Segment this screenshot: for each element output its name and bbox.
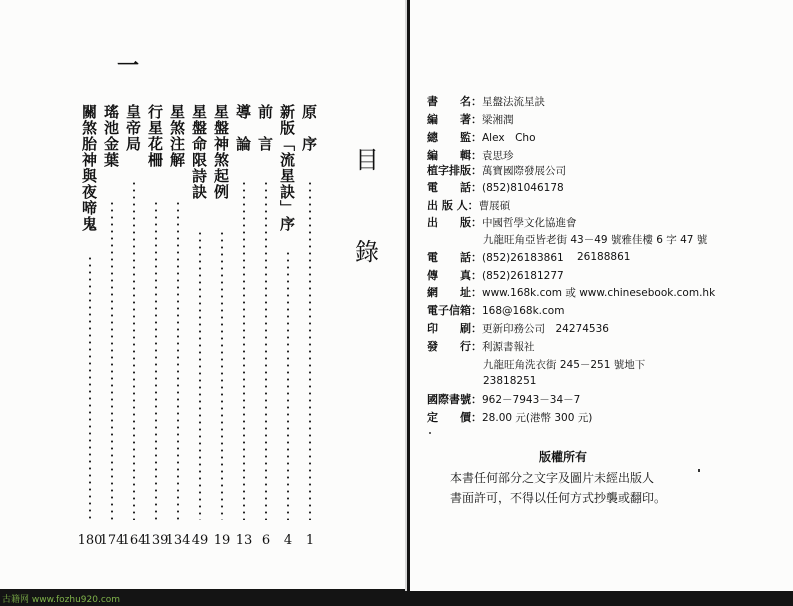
toc-entry bbox=[99, 104, 125, 548]
toc-entry-page: 134 bbox=[165, 533, 191, 548]
colophon-label: 出 版： bbox=[427, 216, 482, 229]
colophon-label: 電子信箱： bbox=[427, 304, 482, 317]
colophon-row bbox=[427, 393, 580, 407]
toc-entry-title: 前 言 bbox=[256, 104, 274, 152]
page-gutter bbox=[405, 0, 407, 591]
colophon-label: 編 著： bbox=[427, 113, 482, 126]
colophon-value: 星盤法流星訣 bbox=[482, 96, 545, 108]
colophon-label: 國際書號： bbox=[427, 393, 482, 406]
colophon-row bbox=[427, 286, 715, 300]
colophon-value: (852)26183861 bbox=[482, 252, 564, 264]
colophon-label: 印 刷： bbox=[427, 322, 482, 335]
toc-entry bbox=[190, 104, 210, 548]
colophon-label: 書 名： bbox=[427, 95, 482, 108]
colophon-row bbox=[427, 164, 566, 178]
colophon-row bbox=[427, 411, 592, 425]
toc-entry-page: 19 bbox=[213, 533, 231, 548]
colophon-row bbox=[427, 149, 514, 163]
toc-entry-title: 星煞注解 bbox=[168, 104, 186, 168]
toc-leader-dots bbox=[221, 230, 223, 520]
colophon-value: www.168k.com 或 www.chinesebook.com.hk bbox=[482, 287, 716, 299]
contents-heading-part-2: 錄 bbox=[355, 238, 379, 266]
toc-leader-dots bbox=[89, 255, 91, 520]
toc-entry bbox=[165, 104, 191, 548]
toc-entry-title: 原 序 bbox=[300, 104, 318, 152]
colophon-value: (852)81046178 bbox=[482, 182, 564, 194]
colophon-row bbox=[427, 340, 535, 354]
toc-leader-dots bbox=[309, 180, 311, 520]
publisher-tel-2: 26188861 bbox=[577, 251, 631, 263]
toc-entry-page: 139 bbox=[143, 533, 169, 548]
colophon-value: 袁思珍 bbox=[482, 150, 514, 162]
toc-leader-dots bbox=[111, 200, 113, 520]
toc-entry-page: 13 bbox=[235, 533, 253, 548]
colophon-row bbox=[427, 304, 564, 318]
copyright-notice-line: 書面許可，不得以任何方式抄襲或翻印。 bbox=[450, 491, 667, 505]
toc-entry-title: 關煞胎神與夜啼鬼 bbox=[80, 104, 98, 232]
toc-entry-title: 導 論 bbox=[234, 104, 252, 152]
toc-leader-dots bbox=[177, 200, 179, 520]
toc-entry-page: 164 bbox=[121, 533, 147, 548]
toc-entry bbox=[77, 104, 103, 548]
toc-entry bbox=[143, 104, 169, 548]
toc-entry bbox=[256, 104, 276, 548]
toc-entry bbox=[234, 104, 254, 548]
colophon-label: 出 版 人： bbox=[427, 199, 479, 212]
publisher-address: 九龍旺角亞皆老街 43－49 號雅佳樓 6 字 47 號 bbox=[483, 234, 708, 246]
colophon-row bbox=[427, 269, 564, 283]
colophon-value: 168@168k.com bbox=[482, 305, 565, 317]
colophon-value: 梁湘潤 bbox=[482, 114, 514, 126]
copyright-title: 版權所有 bbox=[539, 450, 588, 464]
toc-entry-page: 4 bbox=[283, 533, 293, 548]
distributor-address: 九龍旺角洗衣街 245－251 號地下 bbox=[483, 359, 646, 371]
toc-entry-title: 新版「流星訣」序 bbox=[278, 104, 296, 232]
colophon-label: 編 輯： bbox=[427, 149, 482, 162]
colophon-label: 網 址： bbox=[427, 286, 482, 299]
colophon-label: 植字排版： bbox=[427, 164, 482, 177]
toc-leader-dots bbox=[243, 180, 245, 520]
colophon-row bbox=[427, 322, 609, 336]
colophon-label: 傳 真： bbox=[427, 269, 482, 282]
colophon-row bbox=[427, 113, 514, 127]
print-speck bbox=[698, 469, 700, 472]
colophon-value: 28.00 元(港幣 300 元) bbox=[482, 412, 593, 424]
toc-entry-page: 174 bbox=[99, 533, 125, 548]
toc-entry bbox=[300, 104, 320, 548]
toc-entry bbox=[212, 104, 232, 548]
colophon-label: 電 話： bbox=[427, 181, 482, 194]
page-number: 一 bbox=[117, 53, 140, 79]
colophon-row bbox=[427, 95, 545, 109]
toc-entry-page: 180 bbox=[77, 533, 103, 548]
colophon-label: 總 監： bbox=[427, 131, 482, 144]
toc-entry-page: 49 bbox=[191, 533, 209, 548]
colophon-row bbox=[427, 199, 510, 213]
contents-heading-part-1: 目 bbox=[355, 146, 379, 174]
print-speck bbox=[429, 432, 431, 434]
toc-entry-title: 星盤神煞起例 bbox=[212, 104, 230, 200]
copyright-notice-line: 本書任何部分之文字及圖片未經出版人 bbox=[450, 471, 655, 485]
toc-leader-dots bbox=[265, 180, 267, 520]
colophon-label: 發 行： bbox=[427, 340, 482, 353]
toc-entry-page: 1 bbox=[305, 533, 315, 548]
colophon-value: 更新印務公司 24274536 bbox=[482, 323, 609, 335]
colophon-value: (852)26181277 bbox=[482, 270, 564, 282]
toc-leader-dots bbox=[155, 200, 157, 520]
toc-leader-dots bbox=[199, 230, 201, 520]
toc-entry-page: 6 bbox=[261, 533, 271, 548]
toc-leader-dots bbox=[133, 180, 135, 520]
toc-entry-title: 星盤命限詩訣 bbox=[190, 104, 208, 200]
colophon-value: 曹展碩 bbox=[478, 200, 511, 212]
colophon-value: 利源書報社 bbox=[482, 341, 535, 353]
colophon-label: 電 話： bbox=[427, 251, 482, 264]
toc-leader-dots bbox=[287, 250, 289, 520]
colophon-row bbox=[427, 131, 536, 145]
colophon-value: Alex Cho bbox=[482, 132, 536, 144]
colophon-value: 萬寶國際發展公司 bbox=[482, 165, 566, 177]
colophon-value: 962－7943－34－7 bbox=[482, 394, 581, 406]
toc-entry-title: 皇帝局 bbox=[124, 104, 142, 152]
toc-entry bbox=[278, 104, 298, 548]
colophon-row bbox=[427, 251, 564, 265]
colophon-value: 中國哲學文化協進會 bbox=[482, 217, 577, 229]
colophon-row bbox=[427, 181, 564, 195]
colophon-label: 定 價： bbox=[427, 411, 482, 424]
distributor-tel: 23818251 bbox=[483, 375, 537, 387]
toc-entry-title: 行星花柵 bbox=[146, 104, 164, 168]
toc-entry bbox=[121, 104, 147, 548]
colophon-row bbox=[427, 216, 577, 230]
site-watermark: 古籍网 www.fozhu920.com bbox=[2, 595, 121, 605]
toc-entry-title: 瑤池金葉 bbox=[102, 104, 120, 168]
